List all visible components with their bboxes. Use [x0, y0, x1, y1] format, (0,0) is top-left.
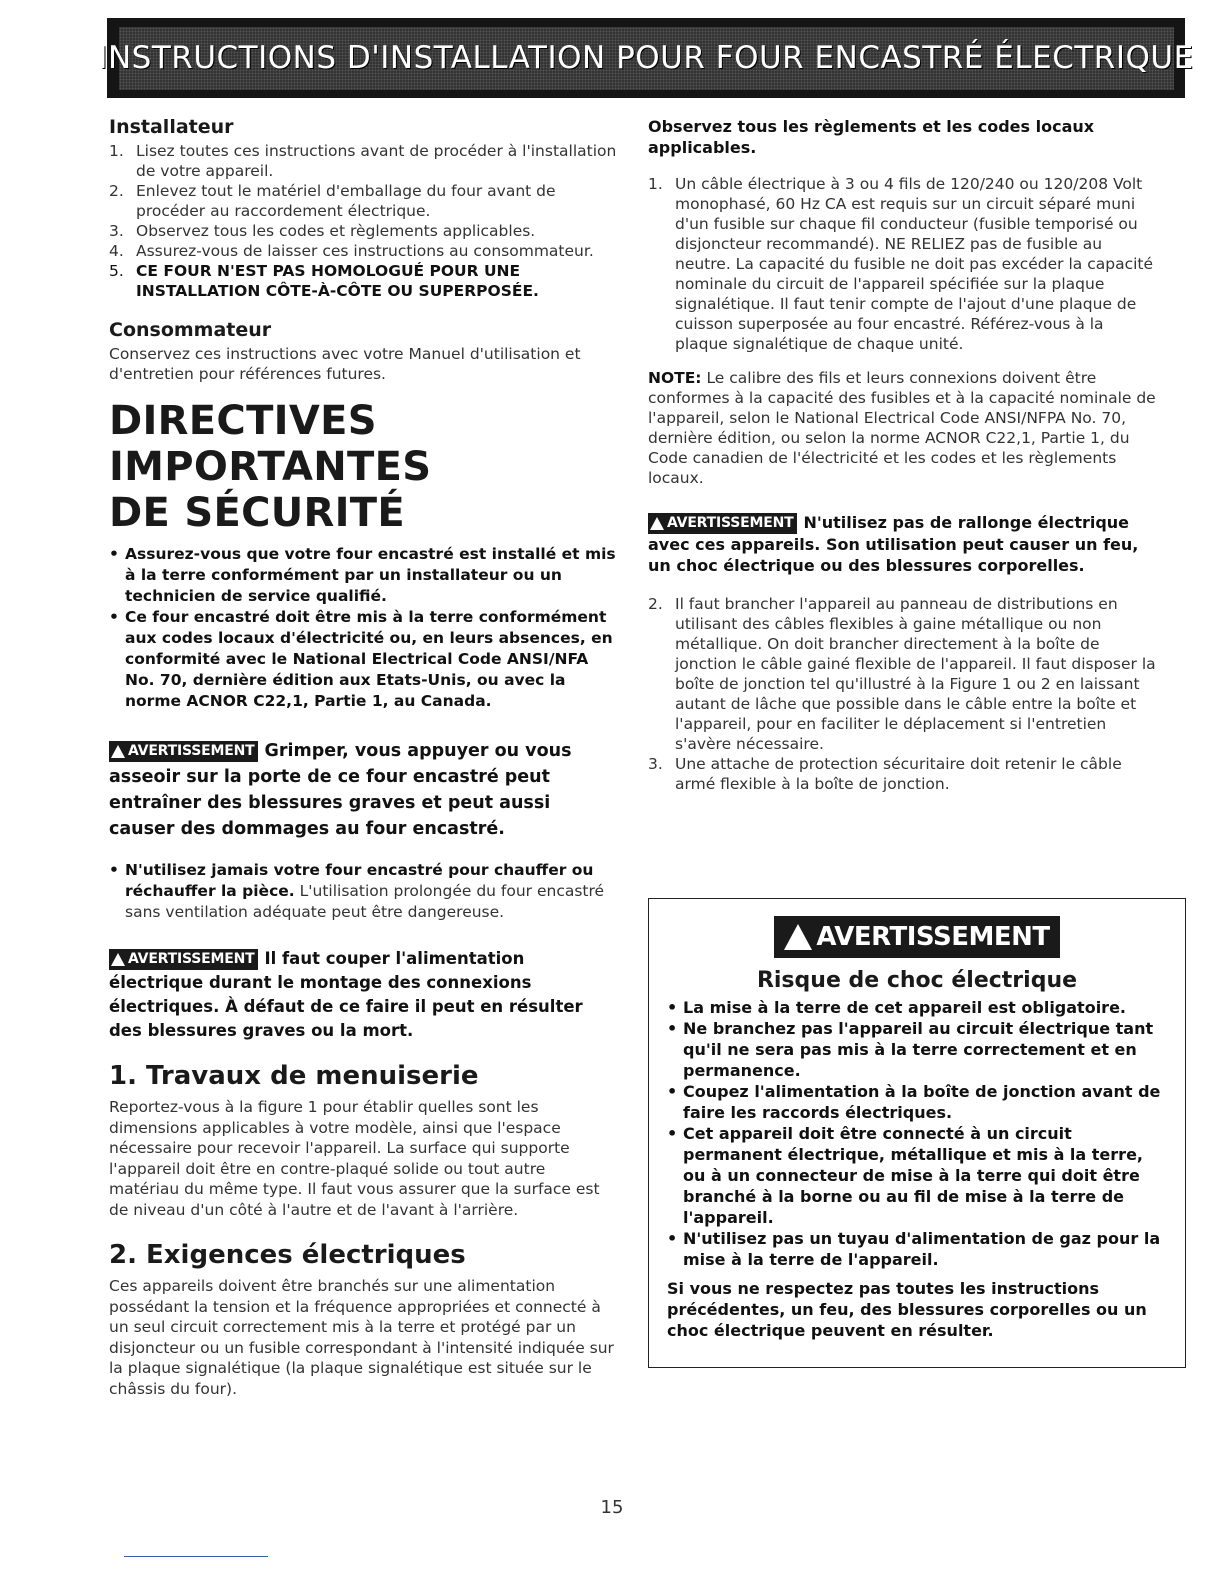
- list-item: • N'utilisez jamais votre four encastré pour chauffer ou réchauffer la pièce. L'utilisation prolongée du four encastré sans ventilation adéquate peut être dangereuse.: [109, 861, 605, 921]
- page-number: 15: [600, 1497, 624, 1518]
- warning-climb: AVERTISSEMENT Grimper, vous appuyer ou vous asseoir sur la porte de ce four encastré peut entraîner des blessures graves et peut aussi causer des dommages au four encastré.: [109, 741, 572, 839]
- travaux-text: Reportez-vous à la figure 1 pour établir quelles sont les dimensions applicables à votre modèle, ainsi que l'espace nécessaire pour recevoir l'appareil. La surface qui supporte l'appareil doit être en contre-plaqué solide ou tout autre matériau du même type. Il faut vous assurer que la surface est de niveau d'un côté à l'autre et de l'avant à l'arrière.: [109, 1098, 600, 1219]
- warning-extension: AVERTISSEMENT N'utilisez pas de rallonge électrique avec ces appareils. Son utilisation peut causer un feu, un choc électrique ou des blessures corporelles.: [648, 513, 1139, 575]
- box-footer: Si vous ne respectez pas toutes les instructions précédentes, un feu, des blessures corporelles ou un choc électrique peuvent en résulter.: [667, 1279, 1147, 1340]
- list-item: • N'utilisez pas un tuyau d'alimentation de gaz pour la mise à la terre de l'appareil.: [667, 1229, 1161, 1269]
- warning-triangle-icon: [650, 517, 664, 530]
- consommateur-text: Conservez ces instructions avec votre Manuel d'utilisation et d'entretien pour références futures.: [109, 345, 581, 383]
- list-item: • La mise à la terre de cet appareil est obligatoire.: [667, 998, 1126, 1017]
- left-column: [109, 116, 617, 1399]
- list-item: 3. Une attache de protection sécuritaire doit retenir le câble armé flexible à la boîte de jonction.: [648, 755, 1122, 793]
- cable-list: [648, 594, 1160, 794]
- box-bullets: [667, 997, 1167, 1270]
- warning-triangle-icon: [111, 745, 125, 758]
- directives-bullets: [109, 544, 617, 712]
- list-item: • Cet appareil doit être connecté à un circuit permanent électrique, métallique et mis à la terre, ou à un connecteur de mise à la terre qui doit être branché à la borne ou au fil de mise à la terre de l'appareil.: [667, 1124, 1143, 1227]
- consommateur-heading: Consommateur: [109, 319, 272, 341]
- warning-badge: AVERTISSEMENT: [109, 741, 258, 762]
- travaux-title: 1. Travaux de menuiserie: [109, 1061, 479, 1091]
- list-item: 4. Assurez-vous de laisser ces instructions au consommateur.: [109, 242, 594, 260]
- warning-badge: AVERTISSEMENT: [648, 513, 797, 534]
- heating-bullet: [109, 860, 617, 923]
- exigences-title: 2. Exigences électriques: [109, 1240, 466, 1270]
- installateur-heading: Installateur: [109, 116, 234, 138]
- warning-triangle-icon: [784, 924, 812, 950]
- list-item: 1. Lisez toutes ces instructions avant de procéder à l'installation de votre appareil.: [109, 142, 617, 180]
- right-column: [648, 116, 1160, 794]
- exigences-text: Ces appareils doivent être branchés sur une alimentation possédant la tension et la fréquence appropriées et connecté à un seul circuit correctement mis à la terre et protégé par un disjoncteur ou un fusible correspondant à l'intensité indiquée sur la plaque signalétique (la plaque signalétique est située sur le châssis du four).: [109, 1277, 614, 1398]
- warning-badge-large: AVERTISSEMENT: [774, 916, 1059, 958]
- warning-power: AVERTISSEMENT Il faut couper l'alimentation électrique durant le montage des connexions électriques. À défaut de ce faire il peut en résulter des blessures graves ou la mort.: [109, 949, 583, 1040]
- list-item: 2. Il faut brancher l'appareil au panneau de distributions en utilisant des câbles flexibles à gaine métallique ou non métallique. On doit brancher directement à la boîte de jonction le câble gainé flexible de l'appareil. Il faut disposer la boîte de jonction tel qu'illustré à la Figure 1 ou 2 en laissant autant de lâche que possible dans le câble entre la boîte et l'appareil, pour en faciliter le déplacement si l'entretien s'avère nécessaire.: [648, 595, 1156, 753]
- note-paragraph: NOTE: Le calibre des fils et leurs connexions doivent être conformes à la capacité des fusibles et à la capacité nominale de l'appareil, selon le National Electrical Code ANSI/NFPA No. 70, dernière édition, ou selon la norme ACNOR C22,1, Partie 1, du Code canadien de l'électricité et les codes et les règlements locaux.: [648, 369, 1156, 487]
- list-item: • Coupez l'alimentation à la boîte de jonction avant de faire les raccords électriques.: [667, 1082, 1161, 1122]
- footer-line: [124, 1556, 268, 1557]
- list-item: • Ce four encastré doit être mis à la terre conformément aux codes locaux d'électricité ou, en leurs absences, en conformité avec le National Electrical Code ANSI/NFA No. 70, dernière édition aux Etats-Unis, ou avec la norme ACNOR C22,1, Partie 1, au Canada.: [109, 608, 613, 710]
- warning-badge: AVERTISSEMENT: [109, 949, 258, 970]
- box-title: Risque de choc électrique: [756, 968, 1078, 993]
- installateur-list: [109, 141, 617, 301]
- list-item: • Ne branchez pas l'appareil au circuit électrique tant qu'il ne sera pas mis à la terre correctement et en permanence.: [667, 1019, 1154, 1080]
- page-banner: [98, 18, 1194, 98]
- directives-title: DIRECTIVES IMPORTANTES DE SÉCURITÉ: [109, 398, 432, 536]
- list-item: • Assurez-vous que votre four encastré est installé et mis à la terre conformément par un installateur ou un technicien de service qualifié.: [109, 545, 616, 605]
- list-item: 5. CE FOUR N'EST PAS HOMOLOGUÉ POUR UNE INSTALLATION CÔTE-À-CÔTE OU SUPERPOSÉE.: [109, 262, 539, 300]
- list-item: 2. Enlevez tout le matériel d'emballage du four avant de procéder au raccordement électrique.: [109, 182, 556, 220]
- list-item: 1. Un câble électrique à 3 ou 4 fils de 120/240 ou 120/208 Volt monophasé, 60 Hz CA est requis sur un circuit séparé muni d'un fusible sur chaque fil conducteur (fusible temporisé ou disjoncteur recommandé). NE RELIEZ pas de fusible au neutre. La capacité du fusible ne doit pas excéder la capacité nominale du circuit de l'appareil spécifiée sur la plaque signalétique. Il faut tenir compte de l'ajout d'une plaque de cuisson superposée au four encastré. Référez-vous à la plaque signalétique de chaque unité.: [648, 175, 1154, 353]
- shock-warning-box: [648, 898, 1186, 1368]
- banner-title: INSTRUCTIONS D'INSTALLATION POUR FOUR ENCASTRÉ ÉLECTRIQUE: [119, 27, 1174, 90]
- warning-triangle-icon: [111, 953, 125, 966]
- list-item: 3. Observez tous les codes et règlements applicables.: [109, 222, 536, 240]
- right-heading: Observez tous les règlements et les codes locaux applicables.: [648, 117, 1095, 157]
- power-list: [648, 174, 1160, 354]
